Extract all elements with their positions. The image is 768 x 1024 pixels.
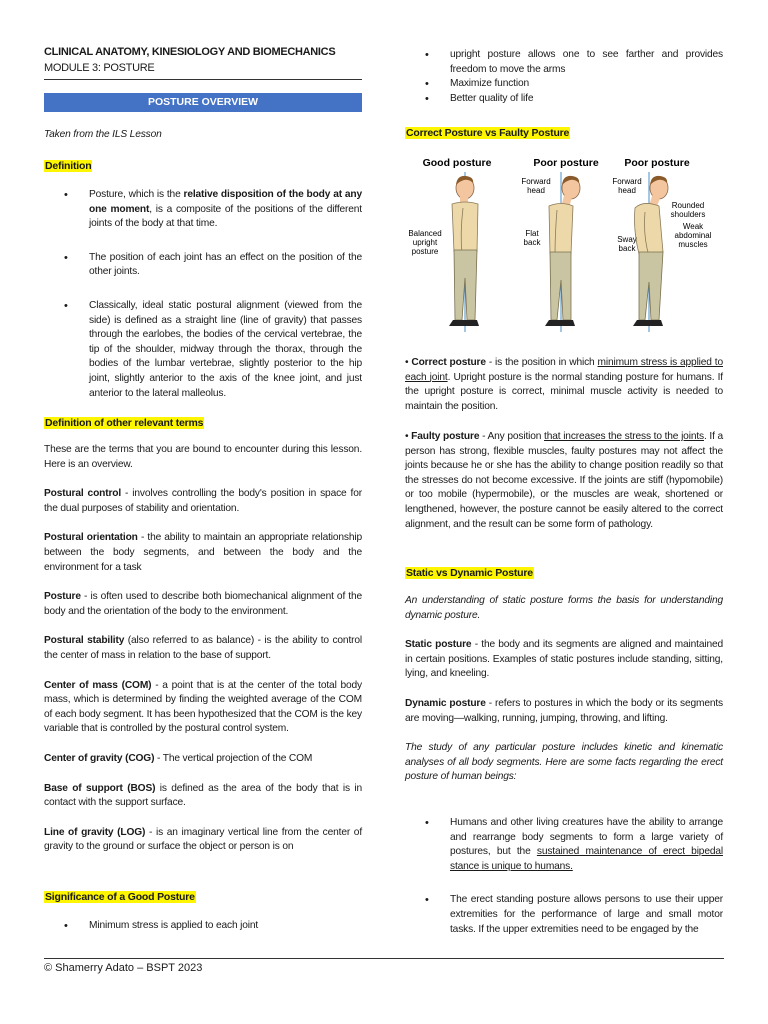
banner-title: POSTURE OVERVIEW	[147, 96, 259, 108]
static-dynamic-block	[405, 594, 723, 785]
figure-sway-back	[633, 172, 668, 332]
term-entry: Posture - is often used to describe both biomechanical alignment of the body and the orientation of the body to the environment.	[44, 591, 362, 617]
list-item: • Better quality of life	[405, 92, 723, 107]
source-note	[44, 128, 362, 143]
term-entry: Line of gravity (LOG) - is an imaginary vertical line from the center of gravity to the ground or surface the object or person is on	[44, 826, 363, 853]
svg-text:head: head	[618, 186, 636, 195]
source-text: Taken from the ILS Lesson	[44, 129, 162, 140]
weak-abdominal-label	[675, 222, 712, 249]
study-intro: The study of any particular posture includes kinetic and kinematic analyses of all body segments. Here are some facts regarding the erect posture of human beings:	[405, 742, 723, 783]
fig-heading-good: Good posture	[422, 157, 492, 169]
svg-text:posture: posture	[411, 247, 439, 256]
list-item: • The position of each joint has an effect on the position of the other joints.	[44, 251, 362, 280]
term-entry: Center of gravity (COG) - The vertical projection of the COM	[44, 752, 313, 764]
svg-text:Rounded: Rounded	[671, 201, 705, 210]
list-item: • Maximize function	[405, 77, 723, 92]
significance-heading	[44, 887, 196, 905]
footer-rule	[44, 958, 724, 959]
balanced-label	[408, 229, 441, 256]
svg-text:Sway: Sway	[617, 235, 637, 244]
figure-flat-back	[545, 172, 580, 332]
benefits-list	[405, 48, 723, 106]
header-rule	[44, 79, 362, 80]
svg-text:Forward: Forward	[521, 177, 551, 186]
term-entry: Center of mass (COM) - a point that is at the center of the total body mass, which is determined by finding the weighted average of the COM of each body segment. It has been hypothesized that the COM is the key variable that is controlled by the postural control system.	[44, 679, 362, 735]
posture-illustration	[405, 148, 723, 340]
module-subtitle: MODULE 3: POSTURE	[44, 62, 155, 74]
flat-back-label	[524, 229, 542, 247]
term-entry: Postural stability (also referred to as balance) - is the ability to control the center of mass in relation to the base of support.	[44, 635, 362, 661]
correct-posture-paragraph: • Correct posture - is the position in which minimum stress is applied to each joint. Upright posture is the normal standing posture for humans. If the upright posture is correct, minimal muscle activity is needed to maintain the position.	[405, 357, 723, 412]
list-item: • Classically, ideal static postural alignment (viewed from the side) is defined as a straight line (line of gravity) that passes through the earlobes, the bodies of the cervical vertebrae, the tip of the shoulder, midway through the thorax, through the bodies of the lumbar vertebrae, slightly posterior to the hip joint, slightly anterior to the axis of the knee joint, and just anterior to the lateral malleolus.	[44, 299, 362, 401]
faulty-posture-paragraph: • Faulty posture - Any position that increases the stress to the joints. If a person has strong, flexible muscles, faulty postures may not affect the joints because he or she has the ability to change position readily so that the stresses do not become excessive. If the joints are stiff (hypomobile) or too mobile (hypermobile), or the muscles are weak, shortened or lengthened, however, the posture cannot be easily altered to the correct alignment, and the result can be some form of pathology.	[405, 431, 724, 530]
erect-posture-facts	[405, 816, 723, 937]
correct-faulty-heading	[405, 123, 570, 141]
svg-text:abdominal: abdominal	[674, 231, 712, 240]
svg-text:muscles: muscles	[678, 240, 708, 249]
significance-list	[44, 919, 362, 934]
definition-list	[44, 188, 362, 401]
term-entry: Postural orientation - the ability to maintain an appropriate relationship between the body segments, and between the body and the environment for a task	[44, 532, 362, 573]
fig-heading-poor-1: Poor posture	[533, 157, 599, 169]
static-intro: An understanding of static posture forms the basis for understanding dynamic posture.	[405, 595, 723, 621]
term-entry: Base of support (BOS) is defined as the area of the body that is in contact with the support surface.	[44, 782, 363, 809]
dynamic-definition: Dynamic posture - refers to postures in which the body or its segments are moving—walking, running, jumping, throwing, and lifting.	[405, 697, 724, 724]
list-item: • Posture, which is the relative disposition of the body at any one moment, is a composite of the positions of the different joints of the body at that time.	[44, 188, 362, 232]
forward-head-label-1	[521, 177, 550, 195]
terms-intro: These are the terms that you are bound to encounter during this lesson. Here is an overview.	[44, 444, 362, 470]
static-dynamic-heading-text: Static vs Dynamic Posture	[406, 567, 533, 579]
static-definition: Static posture - the body and its segments are aligned and maintained in certain positions. Examples of static postures include standing, sitting, lying, and kneeling.	[405, 639, 724, 680]
list-item: • Minimum stress is applied to each joint	[44, 919, 362, 934]
figure-good-posture	[449, 172, 479, 332]
svg-text:Balanced: Balanced	[408, 229, 442, 238]
svg-text:upright: upright	[412, 238, 438, 247]
svg-text:shoulders: shoulders	[670, 210, 706, 219]
terms-block	[44, 443, 362, 855]
terms-heading	[44, 413, 204, 431]
svg-text:Forward: Forward	[612, 177, 642, 186]
terms-heading-text: Definition of other relevant terms	[45, 417, 204, 429]
list-item: • upright posture allows one to see farther and provides freedom to move the arms	[405, 48, 723, 77]
forward-head-label-2	[612, 177, 641, 195]
svg-text:back: back	[523, 238, 541, 247]
correct-faulty-heading-text: Correct Posture vs Faulty Posture	[406, 127, 570, 139]
static-dynamic-heading	[405, 563, 534, 581]
course-title: CLINICAL ANATOMY, KINESIOLOGY AND BIOMECHANICS	[44, 46, 336, 58]
list-item: • Humans and other living creatures have the ability to arrange and rearrange body segments to form a large variety of postures, but the sustained maintenance of erect bipedal stance is unique to humans.	[405, 816, 723, 874]
svg-text:head: head	[527, 186, 545, 195]
svg-text:back: back	[618, 244, 636, 253]
fig-heading-poor-2: Poor posture	[624, 157, 690, 169]
significance-heading-text: Significance of a Good Posture	[45, 891, 195, 903]
svg-text:Weak: Weak	[682, 222, 704, 231]
definition-heading-text: Definition	[45, 160, 92, 172]
footer-copyright: © Shamerry Adato – BSPT 2023	[44, 962, 203, 974]
svg-text:Flat: Flat	[525, 229, 539, 238]
list-item: • The erect standing posture allows persons to use their upper extremities for the performance of large and small motor tasks. If the upper extremities need to be engaged by the	[405, 893, 723, 937]
sway-back-label	[617, 235, 637, 253]
term-entry: Postural control - involves controlling the body's position in space for the dual purposes of stability and orientation.	[44, 488, 362, 514]
definition-heading	[44, 156, 92, 174]
rounded-shoulders-label	[671, 201, 706, 219]
section-banner	[44, 93, 362, 112]
